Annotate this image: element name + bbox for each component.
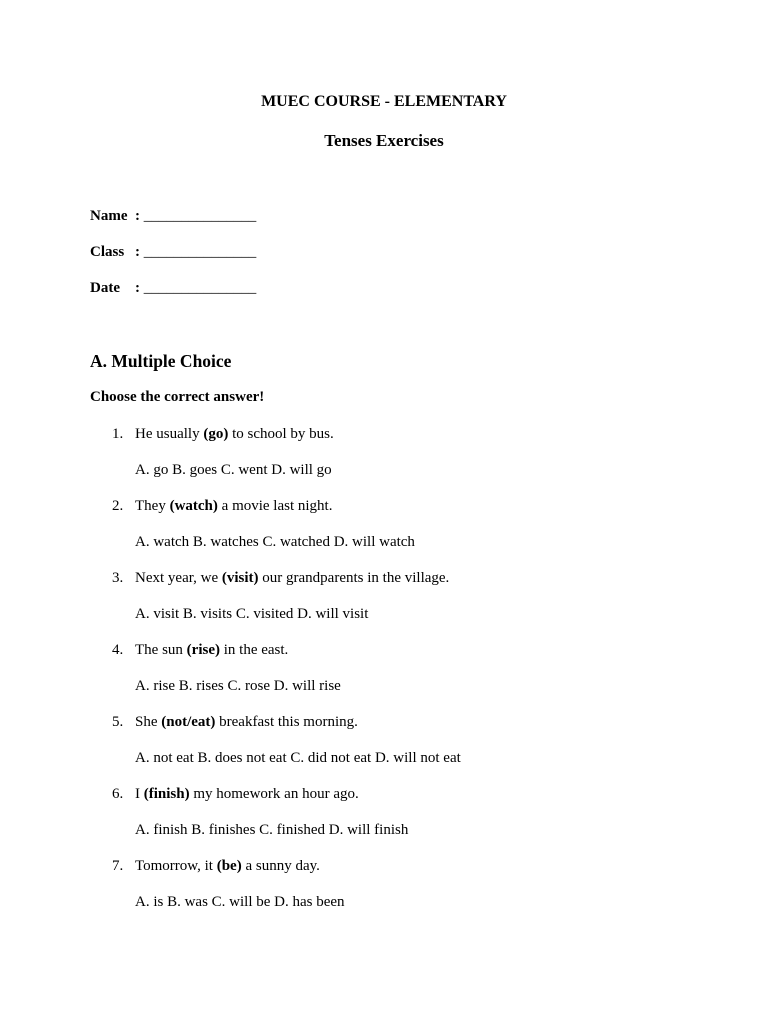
name-label: Name bbox=[90, 208, 128, 224]
question-text bbox=[135, 496, 332, 516]
course-title: MUEC COURSE - ELEMENTARY bbox=[261, 93, 507, 110]
options-5: A. not eat B. does not eat C. did not eat D. will not eat bbox=[135, 750, 461, 766]
date-field bbox=[90, 278, 256, 298]
question-text-before: I bbox=[135, 786, 144, 802]
date-label: Date bbox=[90, 280, 120, 296]
question-text-after: a sunny day. bbox=[241, 858, 320, 874]
class-colon: : bbox=[135, 244, 140, 260]
question-number: 3. bbox=[112, 570, 124, 586]
date-blank: _______________ bbox=[143, 280, 257, 296]
question-text-after: in the east. bbox=[219, 642, 289, 658]
question-number: 1. bbox=[112, 426, 124, 442]
class-label: Class bbox=[90, 244, 125, 260]
question-text bbox=[135, 424, 334, 444]
date-colon: : bbox=[135, 280, 140, 296]
question-verb: (finish) bbox=[143, 786, 190, 802]
question-text-before: She bbox=[135, 714, 162, 730]
question-verb: (watch) bbox=[169, 498, 218, 514]
question-text bbox=[135, 856, 320, 876]
options-4: A. rise B. rises C. rose D. will rise bbox=[135, 678, 341, 694]
name-colon: : bbox=[135, 208, 140, 224]
question-number: 4. bbox=[112, 642, 124, 658]
question-verb: (visit) bbox=[221, 570, 259, 586]
question-text bbox=[135, 640, 288, 660]
class-blank: _______________ bbox=[143, 244, 257, 260]
question-text-before: He usually bbox=[135, 426, 204, 442]
question-text-after: a movie last night. bbox=[217, 498, 333, 514]
question-text-after: our grandparents in the village. bbox=[258, 570, 450, 586]
class-field bbox=[90, 242, 256, 262]
options-1: A. go B. goes C. went D. will go bbox=[135, 462, 332, 478]
question-text bbox=[135, 784, 359, 804]
question-text-before: Next year, we bbox=[135, 570, 222, 586]
question-number: 5. bbox=[112, 714, 124, 730]
question-verb: (rise) bbox=[186, 642, 220, 658]
options-3: A. visit B. visits C. visited D. will visit bbox=[135, 606, 369, 622]
question-text-before: They bbox=[135, 498, 170, 514]
question-text-before: The sun bbox=[135, 642, 187, 658]
name-blank: _______________ bbox=[143, 208, 257, 224]
options-6: A. finish B. finishes C. finished D. will finish bbox=[135, 822, 409, 838]
question-text-after: my homework an hour ago. bbox=[189, 786, 359, 802]
question-text-after: breakfast this morning. bbox=[215, 714, 358, 730]
options-2: A. watch B. watches C. watched D. will watch bbox=[135, 534, 415, 550]
section-heading: A. Multiple Choice bbox=[90, 351, 232, 371]
question-number: 7. bbox=[112, 858, 124, 874]
question-verb: (go) bbox=[203, 426, 229, 442]
options-7: A. is B. was C. will be D. has been bbox=[135, 894, 345, 910]
question-number: 2. bbox=[112, 498, 124, 514]
question-number: 6. bbox=[112, 786, 124, 802]
question-verb: (be) bbox=[216, 858, 242, 874]
instruction-text: Choose the correct answer! bbox=[90, 389, 265, 405]
question-text bbox=[135, 568, 449, 588]
question-text-before: Tomorrow, it bbox=[135, 858, 217, 874]
worksheet-title: Tenses Exercises bbox=[324, 131, 444, 150]
question-verb: (not/eat) bbox=[161, 714, 216, 730]
name-field bbox=[90, 206, 256, 226]
question-text bbox=[135, 712, 358, 732]
question-text-after: to school by bus. bbox=[228, 426, 334, 442]
